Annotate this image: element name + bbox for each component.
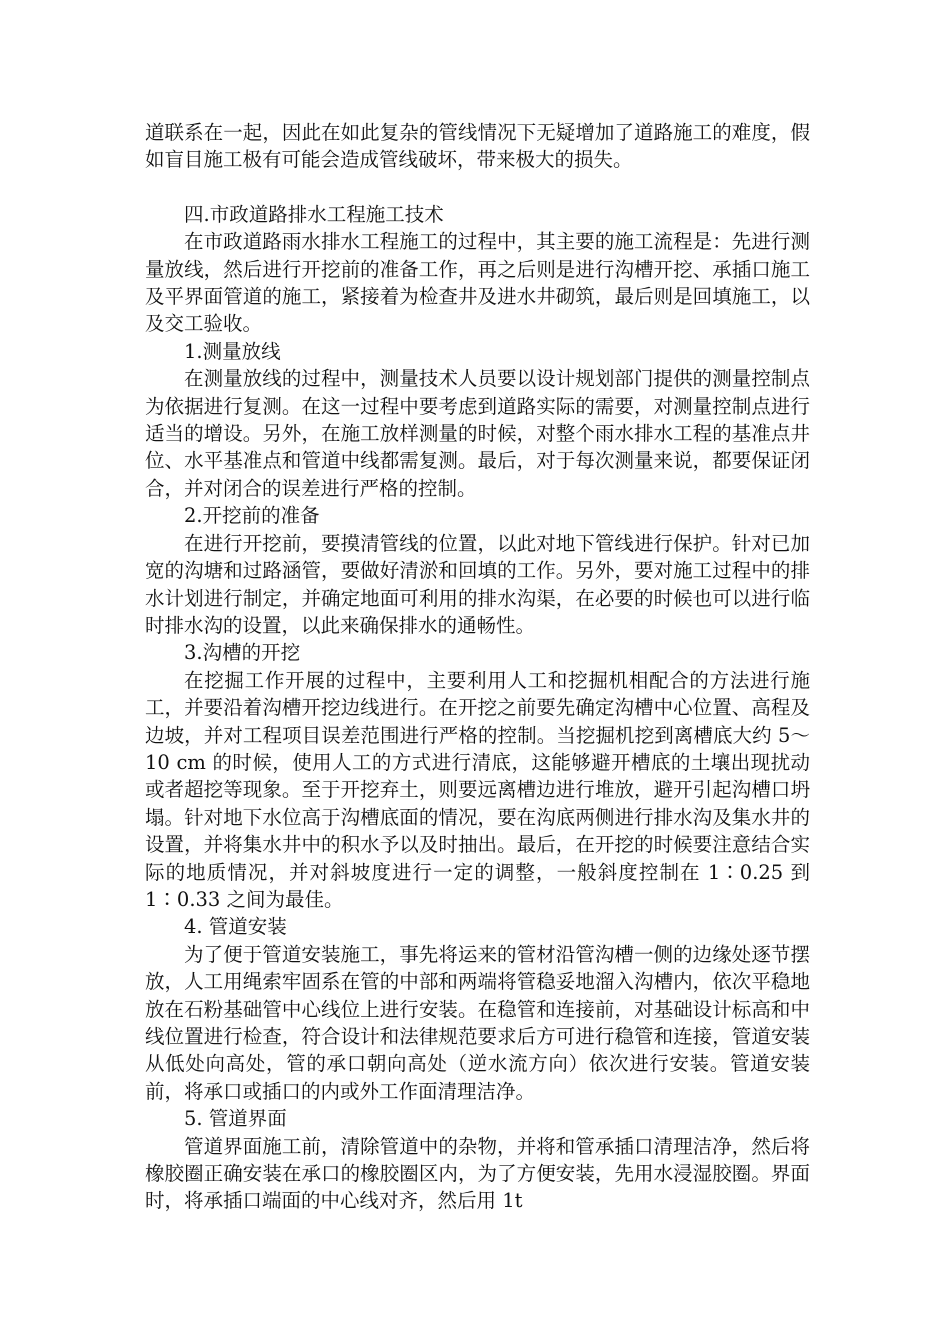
subheading-1: 1.测量放线 <box>184 339 281 363</box>
paragraph-installation: 为了便于管道安装施工，事先将运来的管材沿管沟槽一侧的边缘处逐节摆放，人工用绳索牢固系在管的中部和两端将管稳妥地溜入沟槽内，依次平稳地放在石粉基础管中心线位上进行安装。在稳管和连接前，对基础设计标高和中线位置进行检查，符合设计和法律规范要求后方可进行稳管和连接，管道安装从低处向高处，管的承口朝向高处（逆水流方向）依次进行安装。管道安装前，将承口或插口的内或外工作面清理洁净。 <box>145 942 810 1103</box>
subheading-4: 4. 管道安装 <box>184 915 287 939</box>
subheading-5: 5. 管道界面 <box>184 1107 287 1131</box>
paragraph-preparation: 在进行开挖前，要摸清管线的位置，以此对地下管线进行保护。针对已加宽的沟塘和过路涵管，要做好清淤和回填的工作。另外，要对施工过程中的排水计划进行制定，并确定地面可利用的排水沟渠，在必要的时候也可以进行临时排水沟的设置，以此来确保排水的通畅性。 <box>145 531 810 637</box>
paragraph-intro: 在市政道路雨水排水工程施工的过程中，其主要的施工流程是：先进行测量放线，然后进行开挖前的准备工作，再之后则是进行沟槽开挖、承插口施工及平界面管道的施工，紧接着为检查井及进水井砌筑，最后则是回填施工，以及交工验收。 <box>145 230 810 336</box>
section-heading-4: 四.市政道路排水工程施工技术 <box>184 202 444 226</box>
paragraph-interface: 管道界面施工前，清除管道中的杂物，并将和管承插口清理洁净，然后将橡胶圈正确安装在承口的橡胶圈区内，为了方便安装，先用水浸湿胶圈。界面时，将承插口端面的中心线对齐，然后用 1t <box>145 1134 810 1213</box>
paragraph-excavation: 在挖掘工作开展的过程中，主要利用人工和挖掘机相配合的方法进行施工，并要沿着沟槽开挖边线进行。在开挖之前要先确定沟槽中心位置、高程及边坡，并对工程项目误差范围进行严格的控制。当挖掘机挖到离槽底大约 5～10 cm 的时候，使用人工的方式进行清底，这能够避开槽底的土壤出现扰动或者超挖等现象。至于开挖弃土，则要远离槽边进行堆放，避开引起沟槽口坍塌。针对地下水位高于沟槽底面的情况，要在沟底两侧进行排水沟及集水井的设置，并将集水井中的积水予以及时抽出。最后，在开挖的时候要注意结合实际的地质情况，并对斜坡度进行一定的调整，一般斜度控制在 1∶0.25 到 1∶0.33 之间为最佳。 <box>145 668 810 911</box>
paragraph-survey: 在测量放线的过程中，测量技术人员要以设计规划部门提供的测量控制点为依据进行复测。在这一过程中要考虑到道路实际的需要，对测量控制点进行适当的增设。另外，在施工放样测量的时候，对整个雨水排水工程的基准点井位、水平基准点和管道中线都需复测。最后，对于每次测量来说，都要保证闭合，并对闭合的误差进行严格的控制。 <box>145 367 810 500</box>
document-page <box>145 119 810 1215</box>
subheading-2: 2.开挖前的准备 <box>184 504 320 528</box>
paragraph-gap <box>145 174 810 201</box>
subheading-3: 3.沟槽的开挖 <box>184 641 301 665</box>
paragraph-continuation: 道联系在一起，因此在如此复杂的管线情况下无疑增加了道路施工的难度，假如盲目施工极有可能会造成管线破坏，带来极大的损失。 <box>145 121 810 172</box>
